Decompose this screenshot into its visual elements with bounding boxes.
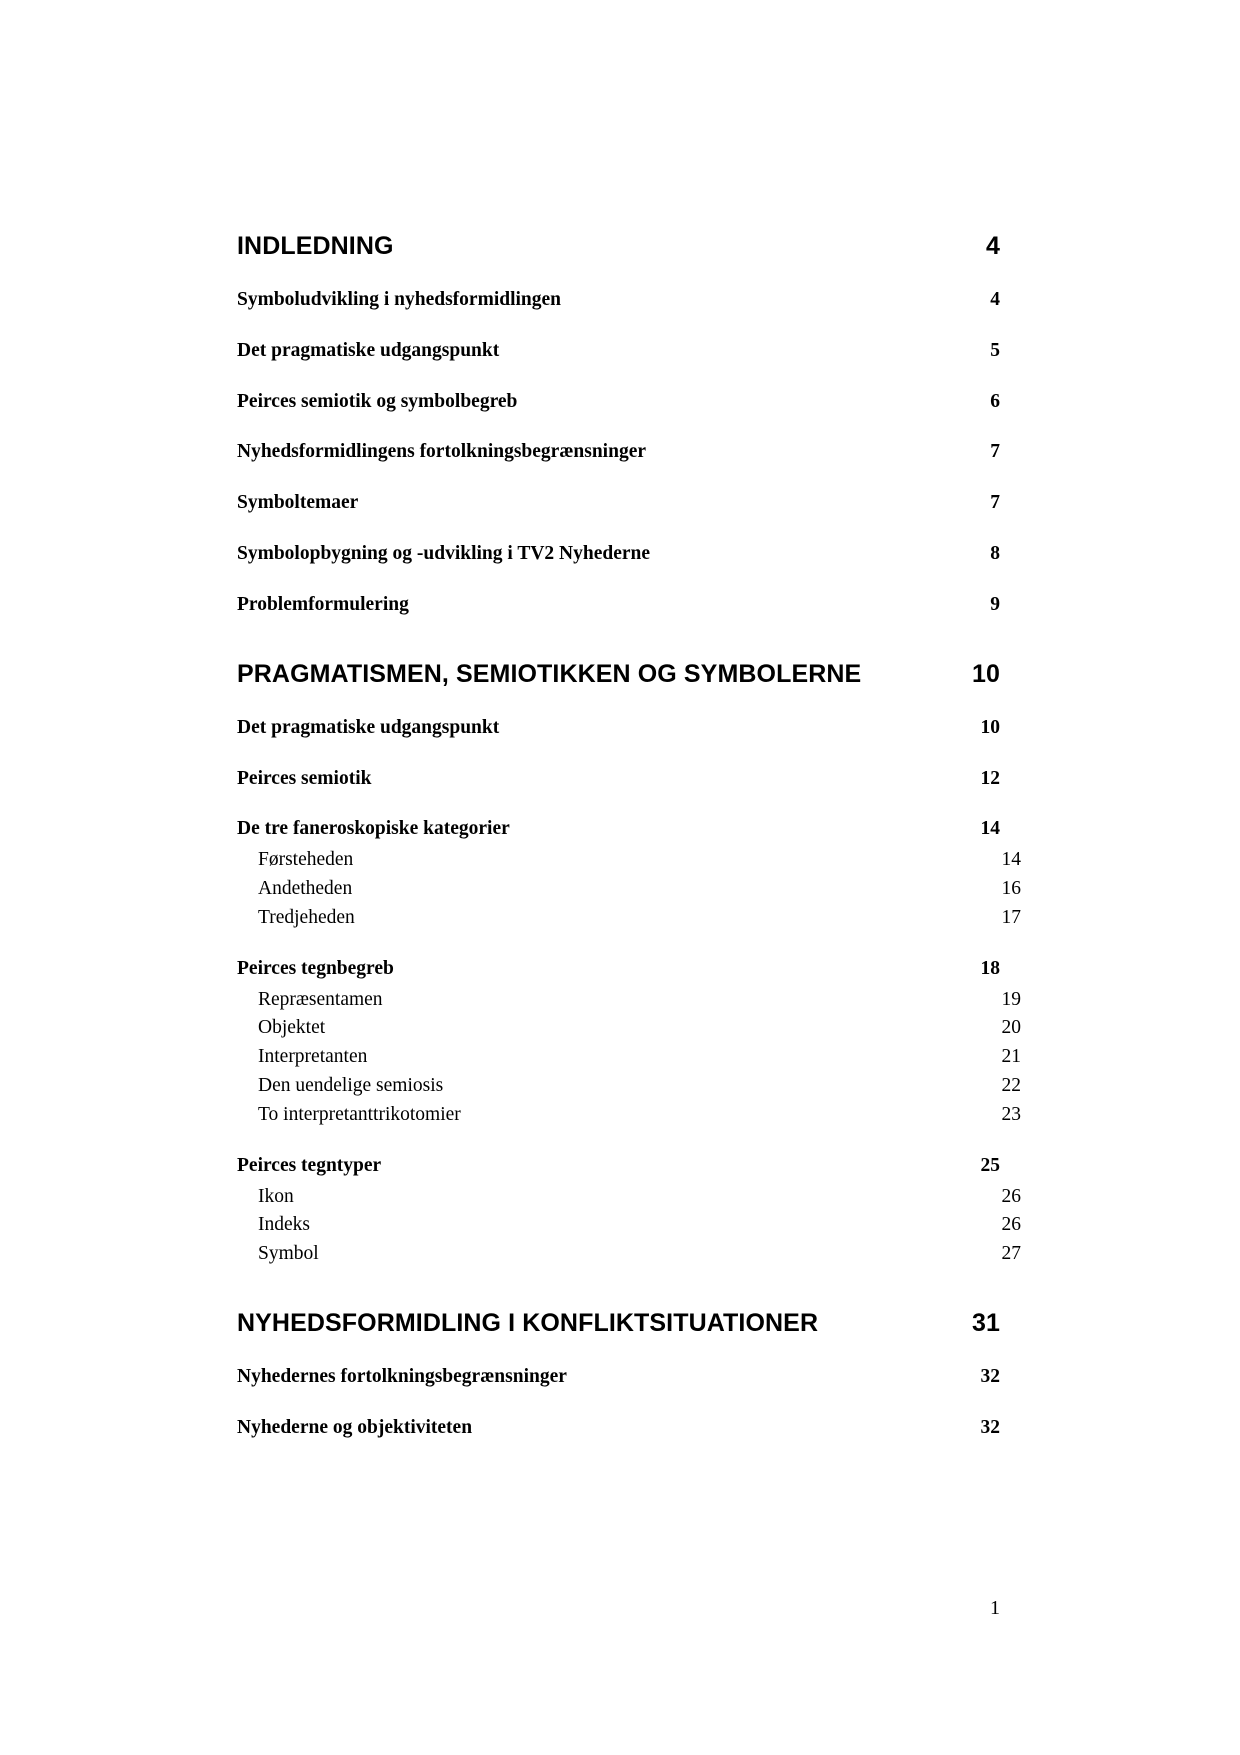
toc-entry-level-3[interactable]: [237, 1075, 1021, 1097]
toc-entry-label: Symbolopbygning og -udvikling i TV2 Nyhederne: [237, 543, 651, 565]
toc-entry-page-number: 4: [985, 232, 1000, 260]
toc-entry-label: Indeks: [258, 1214, 310, 1236]
toc-entry-page-number: 14: [1001, 849, 1021, 871]
toc-entry-page-number: 6: [990, 390, 1000, 412]
toc-entry-label: To interpretanttrikotomier: [258, 1103, 461, 1125]
toc-entry-page-number: 7: [990, 492, 1000, 514]
toc-entry-level-3[interactable]: [237, 1186, 1021, 1208]
footer-page-number: 1: [990, 1597, 1000, 1619]
toc-entry-level-3[interactable]: [237, 1017, 1021, 1039]
toc-entry-level-3[interactable]: [237, 1104, 1021, 1126]
toc-entry-label: Nyhedernes fortolkningsbegrænsninger: [237, 1366, 567, 1388]
toc-entry-label: Det pragmatiske udgangspunkt: [237, 339, 500, 361]
toc-entry-level-3[interactable]: [237, 1214, 1021, 1236]
toc-entry-level-2[interactable]: [237, 1155, 1000, 1177]
toc-entry-label: Symbol: [258, 1243, 319, 1265]
toc-entry-level-2[interactable]: [237, 391, 1000, 413]
toc-entry-label: Objektet: [258, 1017, 326, 1039]
toc-entry-page-number: 7: [990, 441, 1000, 463]
toc-entry-label: Ikon: [258, 1185, 294, 1207]
toc-entry-page-number: 25: [980, 1154, 1000, 1176]
toc-entry-level-3[interactable]: [237, 1243, 1021, 1265]
toc-entry-label: Nyhederne og objektiviteten: [237, 1416, 473, 1438]
toc-entry-label: Interpretanten: [258, 1046, 368, 1068]
toc-entry-page-number: 12: [980, 767, 1000, 789]
toc-entry-level-3[interactable]: [237, 907, 1021, 929]
toc-entry-page-number: 26: [1001, 1214, 1021, 1236]
toc-entry-page-number: 8: [990, 543, 1000, 565]
toc-entry-page-number: 4: [990, 289, 1000, 310]
toc-entry-page-number: 32: [980, 1416, 1000, 1438]
toc-entry-page-number: 5: [990, 339, 1000, 361]
toc-entry-page-number: 23: [1001, 1103, 1021, 1125]
toc-entry-label: INDLEDNING: [237, 232, 394, 260]
toc-entry-page-number: 18: [980, 957, 1000, 979]
toc-entry-label: Repræsentamen: [258, 988, 383, 1010]
toc-entry-level-2[interactable]: [237, 717, 1000, 739]
toc-entry-level-2[interactable]: [237, 289, 1000, 311]
toc-entry-level-2[interactable]: [237, 594, 1000, 616]
toc-entry-level-1[interactable]: [237, 1309, 1000, 1337]
toc-entry-level-3[interactable]: [237, 989, 1021, 1011]
toc-entry-level-3[interactable]: [237, 878, 1021, 900]
toc-entry-level-2[interactable]: [237, 492, 1000, 514]
toc-entry-level-2[interactable]: [237, 768, 1000, 790]
toc-entry-label: De tre faneroskopiske kategorier: [237, 818, 510, 840]
toc-entry-page-number: 9: [990, 593, 1000, 615]
toc-entry-page-number: 20: [1001, 1017, 1021, 1039]
toc-entry-page-number: 19: [1001, 988, 1021, 1010]
toc-entry-label: Problemformulering: [237, 593, 409, 615]
toc-entry-level-1[interactable]: [237, 232, 1000, 260]
toc-entry-label: Peirces semiotik og symbolbegreb: [237, 390, 518, 412]
toc-entry-page-number: 16: [1001, 878, 1021, 900]
toc-entry-level-3[interactable]: [237, 849, 1021, 871]
toc-entry-label: Den uendelige semiosis: [258, 1075, 444, 1097]
toc-entry-page-number: 32: [980, 1366, 1000, 1388]
toc-entry-page-number: 27: [1001, 1243, 1021, 1265]
toc-entry-page-number: 22: [1001, 1075, 1021, 1097]
toc-entry-level-2[interactable]: [237, 1366, 1000, 1388]
toc-entry-label: Førsteheden: [258, 849, 354, 871]
toc-entry-level-2[interactable]: [237, 1417, 1000, 1439]
toc-entry-page-number: 21: [1001, 1046, 1021, 1068]
toc-entry-label: Peirces tegntyper: [237, 1154, 382, 1176]
toc-entry-level-2[interactable]: [237, 543, 1000, 565]
table-of-contents: [237, 232, 1021, 1439]
toc-entry-page-number: 10: [971, 659, 1000, 688]
toc-entry-label: NYHEDSFORMIDLING I KONFLIKTSITUATIONER: [237, 1309, 819, 1338]
toc-entry-page-number: 26: [1001, 1185, 1021, 1207]
toc-entry-page-number: 17: [1001, 906, 1021, 928]
toc-entry-label: Tredjeheden: [258, 906, 355, 928]
toc-entry-label: Peirces tegnbegreb: [237, 957, 394, 979]
toc-entry-level-2[interactable]: [237, 818, 1000, 840]
toc-entry-label: PRAGMATISMEN, SEMIOTIKKEN OG SYMBOLERNE: [237, 659, 862, 688]
toc-entry-label: Symboludvikling i nyhedsformidlingen: [237, 289, 562, 310]
toc-entry-page-number: 10: [980, 716, 1000, 738]
toc-entry-label: Symboltemaer: [237, 492, 359, 514]
toc-entry-level-2[interactable]: [237, 340, 1000, 362]
toc-entry-level-1[interactable]: [237, 660, 1000, 688]
toc-entry-label: Peirces semiotik: [237, 767, 372, 789]
toc-entry-label: Andetheden: [258, 878, 353, 900]
toc-entry-level-2[interactable]: [237, 441, 1000, 463]
toc-entry-label: Nyhedsformidlingens fortolkningsbegrænsninger: [237, 441, 647, 463]
toc-entry-level-2[interactable]: [237, 958, 1000, 980]
toc-entry-page-number: 31: [971, 1309, 1000, 1338]
toc-entry-level-3[interactable]: [237, 1046, 1021, 1068]
toc-entry-label: Det pragmatiske udgangspunkt: [237, 716, 500, 738]
toc-entry-page-number: 14: [980, 818, 1000, 840]
